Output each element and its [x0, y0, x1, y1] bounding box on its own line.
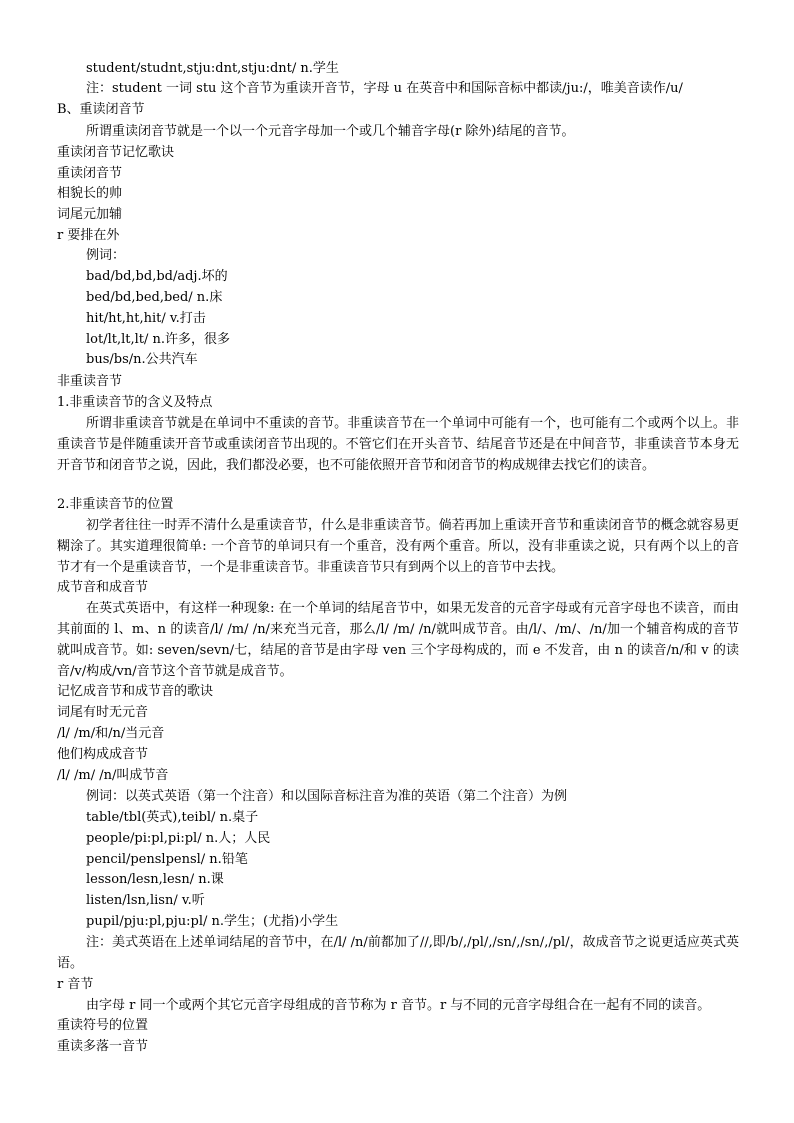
mnemonic-line: r 要排在外	[57, 228, 120, 243]
example-word-table: table/tbl(英式),teibl/ n.桌子	[86, 810, 259, 825]
paragraph-syllabic: 在英式英语中，有这样一种现象: 在一个单词的结尾音节中，如果无发音的元音字母或有元音字母也不读音，而由其前面的 l、m、n 的读音/l/ /m/ /n/来充当元音，那么/l/ /m/ /n/就叫成节音。由/l/、/m/、/n/加一个辅音构成的音节就叫成音节。如: seven/sevn/七，结尾的音节是由字母 ven 三个字母构成的，而 e 不发音，由 n 的读音/n/和 v 的读音/v/构成/vn/音节这个音节就是成音节。	[57, 601, 739, 679]
paragraph-unstressed-position: 初学者往往一时弄不清什么是重读音节，什么是非重读音节。倘若再加上重读开音节和重读闭音节的概念就容易更糊涂了。其实道理很简单: 一个音节的单词只有一个重音，没有两个重音。所以，没有非重读之说，只有两个以上的音节才有一个是重读音节，一个是非重读音节。非重读音节只有到两个以上的音节中去找。	[57, 518, 739, 575]
example-word-lesson: lesson/lesn,lesn/ n.课	[86, 872, 224, 887]
section-heading-stress-mark: 重读符号的位置	[57, 1018, 149, 1033]
note-american-english: 注：美式英语在上述单词结尾的音节中，在/l/ /n/前都加了//,即/b/,/pl/,/sn/,/sn/,/pl/，故成音节之说更适应英式英语。	[57, 935, 739, 971]
subheading-unstressed-position: 2.非重读音节的位置	[57, 497, 174, 512]
mnemonic-line: /l/ /m/和/n/当元音	[57, 726, 165, 741]
section-heading-unstressed: 非重读音节	[57, 374, 123, 389]
mnemonic-line: 重读闭音节	[57, 166, 123, 181]
example-word-student: student/studnt,stju:dnt,stju:dnt/ n.学生	[86, 61, 339, 76]
example-word-bed: bed/bd,bed,bed/ n.床	[86, 290, 223, 305]
section-heading-closed-syllable: B、重读闭音节	[57, 102, 145, 117]
section-heading-syllabic: 成节音和成音节	[57, 580, 149, 595]
example-word-bus: bus/bs/n.公共汽车	[86, 352, 198, 367]
mnemonic-heading-syllabic: 记忆成音节和成节音的歌诀	[57, 684, 214, 699]
mnemonic-line: 词尾有时无元音	[57, 705, 149, 720]
mnemonic-line: 他们构成成音节	[57, 747, 149, 762]
mnemonic-line: /l/ /m/ /n/叫成节音	[57, 768, 169, 783]
example-label-syllabic: 例词：以英式英语（第一个注音）和以国际音标注音为准的英语（第二个注音）为例	[86, 789, 568, 804]
example-word-pupil: pupil/pju:pl,pju:pl/ n.学生；(尤指)小学生	[86, 914, 339, 929]
mnemonic-line: 相貌长的帅	[57, 186, 123, 201]
example-word-bad: bad/bd,bd,bd/adj.坏的	[86, 269, 228, 284]
note-student: 注：student 一词 stu 这个音节为重读开音节，字母 u 在英音中和国际音标中都读/ju:/，唯美音读作/u/	[86, 81, 683, 96]
example-word-listen: listen/lsn,lisn/ v.听	[86, 893, 205, 908]
example-word-hit: hit/ht,ht,hit/ v.打击	[86, 311, 206, 326]
definition-closed-syllable: 所谓重读闭音节就是一个以一个元音字母加一个或几个辅音字母(r 除外)结尾的音节。	[86, 124, 575, 139]
example-label: 例词：	[86, 248, 126, 263]
mnemonic-line: 词尾元加辅	[57, 207, 123, 222]
paragraph-unstressed-meaning: 所谓非重读音节就是在单词中不重读的音节。非重读音节在一个单词中可能有一个，也可能有二个或两个以上。非重读音节是伴随重读开音节或重读闭音节出现的。不管它们在开头音节、结尾音节还是在中间音节，非重读音节本身无开音节和闭音节之说，因此，我们都没必要，也不可能依照开音节和闭音节的构成规律去找它们的读音。	[57, 416, 739, 473]
stress-mark-rule: 重读多落一音节	[57, 1039, 149, 1054]
section-heading-r-syllable: r 音节	[57, 977, 94, 992]
example-word-pencil: pencil/penslpensl/ n.铅笔	[86, 852, 248, 867]
example-word-lot: lot/lt,lt,lt/ n.许多，很多	[86, 332, 231, 347]
paragraph-r-syllable: 由字母 r 同一个或两个其它元音字母组成的音节称为 r 音节。r 与不同的元音字母组合在一起有不同的读音。	[86, 998, 711, 1013]
example-word-people: people/pi:pl,pi:pl/ n.人；人民	[86, 831, 271, 846]
subheading-unstressed-meaning: 1.非重读音节的含义及特点	[57, 395, 213, 410]
mnemonic-heading-closed: 重读闭音节记忆歌诀	[57, 145, 175, 160]
